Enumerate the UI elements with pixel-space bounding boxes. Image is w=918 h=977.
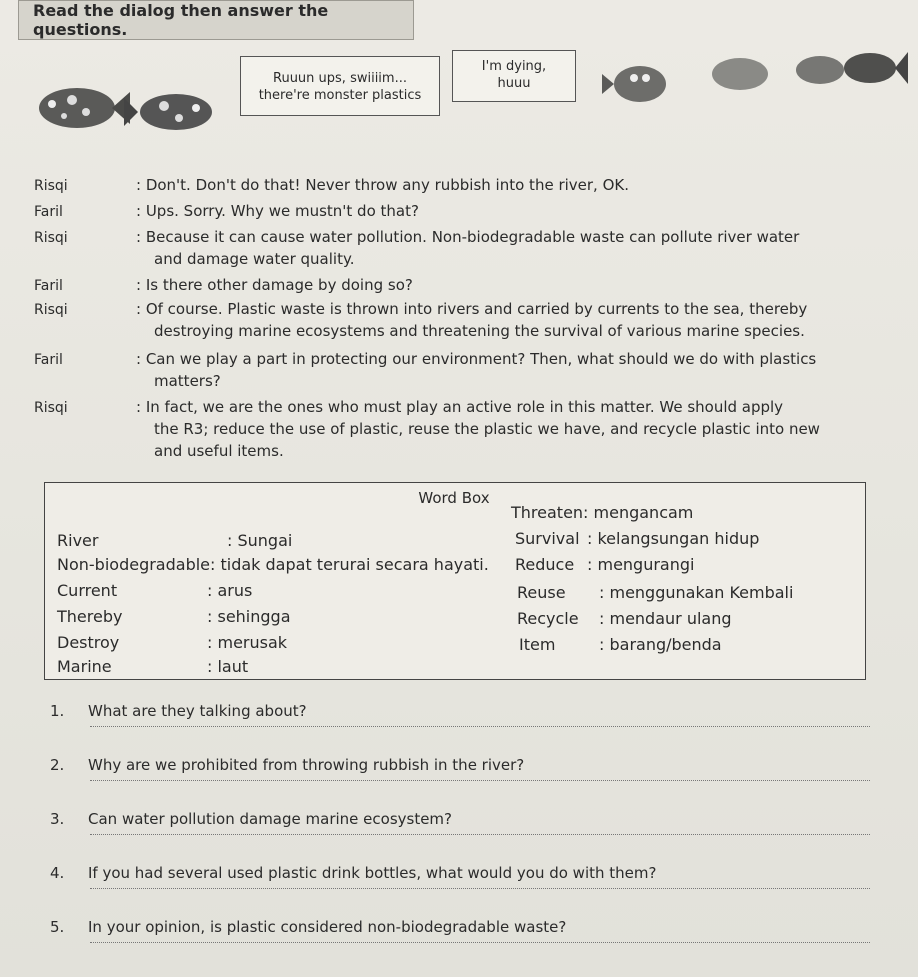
speaker: Faril	[34, 204, 63, 220]
dialog-text: : Ups. Sorry. Why we mustn't do that?	[136, 202, 419, 220]
meaning: : mengancam	[583, 503, 694, 522]
question-1	[50, 702, 870, 720]
word-entry	[511, 503, 693, 522]
meaning: : barang/benda	[599, 635, 722, 654]
meaning: : mengurangi	[587, 555, 695, 574]
fish-left-icon	[22, 78, 132, 138]
bubble-text: I'm dying,	[481, 59, 547, 74]
question-number: 5.	[50, 918, 65, 936]
speech-bubble-2	[452, 50, 576, 102]
bubble-text: Ruuun ups, swiiiim...	[273, 71, 407, 86]
question-text: What are they talking about?	[88, 702, 307, 720]
word-entry	[519, 635, 722, 654]
page-heading: Read the dialog then answer the questions.	[18, 0, 414, 40]
word: Item	[519, 635, 556, 654]
meaning: : mendaur ulang	[599, 609, 732, 628]
answer-line[interactable]	[90, 942, 870, 943]
answer-line[interactable]	[90, 780, 870, 781]
word-entry	[515, 555, 695, 574]
dialog-text: : Because it can cause water pollution. Non-biodegradable waste can pollute river water and damage water quality.	[136, 228, 800, 268]
meaning: : merusak	[207, 633, 288, 652]
dialog-text: : Can we play a part in protecting our environment? Then, what should we do with plastics matters?	[136, 350, 817, 390]
word: Destroy	[57, 633, 120, 652]
dialog-text: : Don't. Don't do that! Never throw any rubbish into the river, OK.	[136, 176, 630, 194]
question-2	[50, 756, 870, 774]
word-box	[44, 482, 866, 680]
speaker: Faril	[34, 278, 63, 294]
word: Reuse	[517, 583, 566, 602]
meaning: : kelangsungan hidup	[587, 529, 760, 548]
word-entry	[517, 609, 732, 628]
speaker: Risqi	[34, 302, 68, 318]
word-entry	[57, 581, 253, 600]
dialog-text: : In fact, we are the ones who must play an active role in this matter. We should apply the R3; reduce the use of plastic, reuse the plastic we have, and recycle plastic into new and useful items.	[136, 398, 820, 460]
word: Survival	[515, 529, 580, 548]
speaker: Faril	[34, 352, 63, 368]
fish-group-icon	[690, 40, 910, 110]
question-5	[50, 918, 870, 936]
question-text: If you had several used plastic drink bottles, what would you do with them?	[88, 864, 657, 882]
answer-line[interactable]	[90, 888, 870, 889]
meaning: : arus	[207, 581, 253, 600]
dialog-text: : Of course. Plastic waste is thrown into rivers and carried by currents to the sea, thereby destroying marine ecosystems and threatening the survival of various marine species.	[136, 300, 808, 340]
answer-line[interactable]	[90, 834, 870, 835]
question-text: Why are we prohibited from throwing rubbish in the river?	[88, 756, 525, 774]
word: Marine	[57, 657, 112, 676]
meaning: : laut	[207, 657, 249, 676]
word-box-title: Word Box	[418, 489, 490, 507]
speaker: Risqi	[34, 178, 68, 194]
word: Current	[57, 581, 118, 600]
word-entry	[57, 633, 288, 652]
word-entry	[57, 607, 291, 626]
question-number: 3.	[50, 810, 65, 828]
speaker: Risqi	[34, 400, 68, 416]
dialog-text: : Is there other damage by doing so?	[136, 276, 413, 294]
puffer-fish-icon	[600, 58, 680, 108]
meaning: : sehingga	[207, 607, 291, 626]
question-number: 1.	[50, 702, 65, 720]
question-4	[50, 864, 870, 882]
meaning: : tidak dapat terurai secara hayati.	[210, 555, 489, 574]
bubble-text: huuu	[497, 76, 531, 91]
bubble-text: there're monster plastics	[258, 88, 422, 103]
word: Reduce	[515, 555, 575, 574]
meaning: : Sungai	[227, 531, 293, 550]
question-number: 2.	[50, 756, 65, 774]
word: Recycle	[517, 609, 579, 628]
word: Thereby	[57, 607, 123, 626]
word-entry	[517, 583, 794, 602]
speech-bubble-1	[240, 56, 440, 116]
word-entry	[57, 555, 489, 574]
word: Threaten	[511, 503, 584, 522]
word-entry	[57, 657, 249, 676]
word: River	[57, 531, 99, 550]
word: Non-biodegradable	[57, 555, 211, 574]
speaker: Risqi	[34, 230, 68, 246]
word-entry	[515, 529, 760, 548]
question-text: In your opinion, is plastic considered non-biodegradable waste?	[88, 918, 567, 936]
question-3	[50, 810, 870, 828]
fish-middle-icon	[124, 86, 224, 138]
meaning: : menggunakan Kembali	[599, 583, 794, 602]
word-entry	[57, 531, 293, 550]
answer-line[interactable]	[90, 726, 870, 727]
question-text: Can water pollution damage marine ecosystem?	[88, 810, 453, 828]
question-number: 4.	[50, 864, 65, 882]
